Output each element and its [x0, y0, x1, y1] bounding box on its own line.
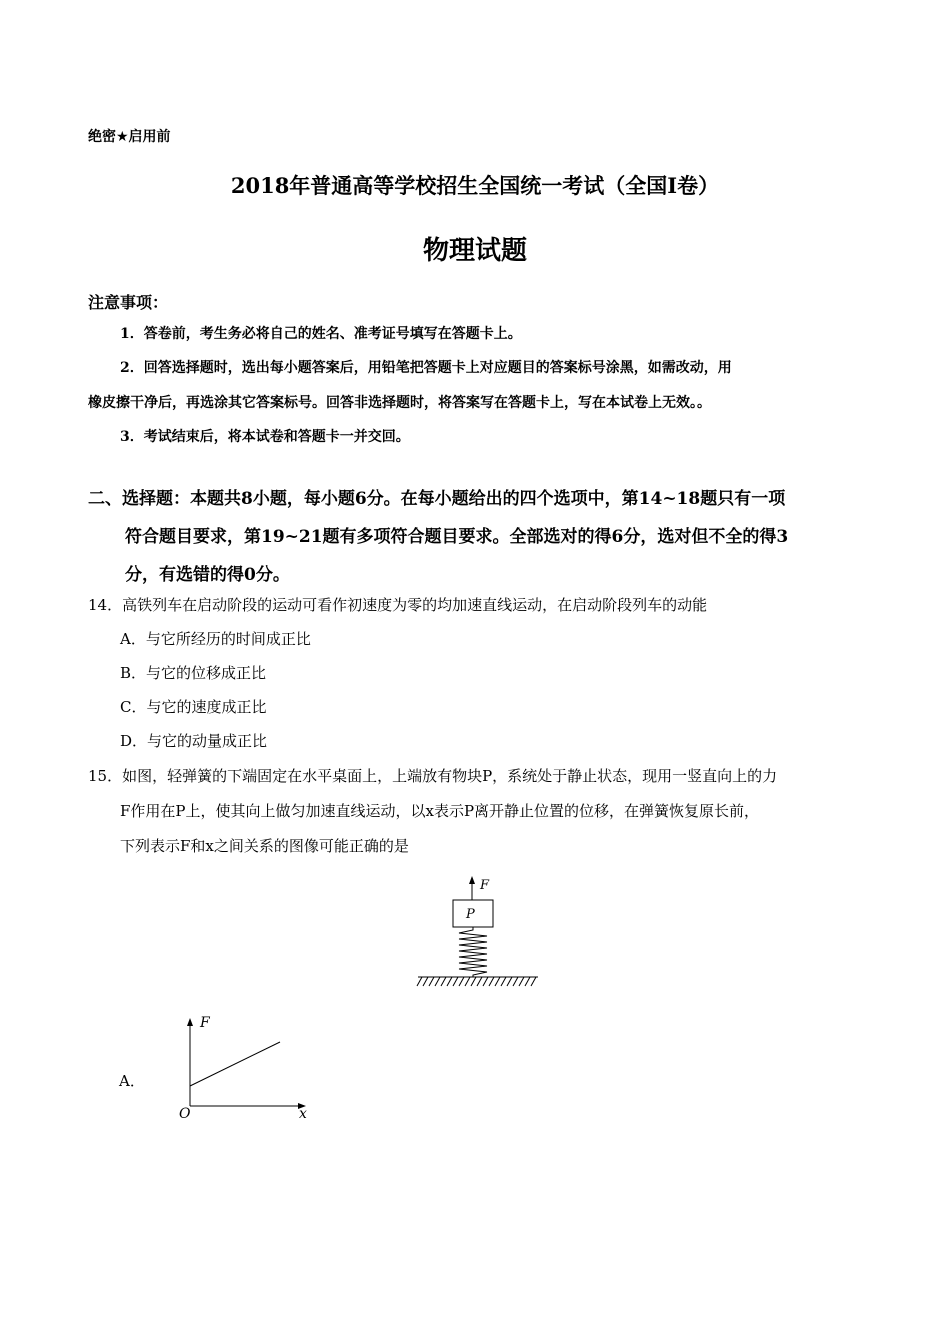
table-hatching [417, 977, 536, 986]
origin-label: O [179, 1106, 191, 1122]
notice-item-1: 1．答卷前，考生务必将自己的姓名、准考证号填写在答题卡上。 [120, 326, 522, 342]
force-arrow-head [469, 876, 475, 884]
section-intro-line-3: 分，有选错的得0分。 [125, 565, 290, 585]
question-14-option-c: C．与它的速度成正比 [120, 698, 267, 716]
confidential-label: 绝密★启用前 [88, 129, 171, 145]
notice-item-2-line-2: 橡皮擦干净后，再选涂其它答案标号。回答非选择题时，将答案写在答题卡上，写在本试卷上无效。。 [88, 395, 711, 411]
block-label: P [466, 907, 475, 922]
force-label: F [480, 878, 490, 893]
exam-title: 2018年普通高等学校招生全国统一考试（全国I卷） [230, 173, 720, 198]
subject-title: 物理试题 [422, 236, 527, 266]
question-14-stem: 14．高铁列车在启动阶段的运动可看作初速度为零的均加速直线运动，在启动阶段列车的动能 [88, 596, 708, 614]
y-axis-label: F [200, 1015, 210, 1031]
question-15-stem-line-3: 下列表示F和x之间关系的图像可能正确的是 [120, 837, 409, 855]
notice-item-3: 3．考试结束后，将本试卷和答题卡一并交回。 [120, 429, 410, 445]
f-x-line [190, 1042, 280, 1086]
question-15-option-a-label: A． [119, 1072, 145, 1090]
question-15-stem-line-1: 15．如图，轻弹簧的下端固定在水平桌面上，上端放有物块P，系统处于静止状态，现用一竖直向上的力 [88, 767, 778, 785]
notice-item-2-line-1: 2．回答选择题时，选出每小题答案后，用铅笔把答题卡上对应题目的答案标号涂黑，如需改动，用 [120, 360, 732, 376]
x-axis-label: x [299, 1106, 307, 1122]
question-14-option-a: A．与它所经历的时间成正比 [120, 630, 311, 648]
question-15-stem-line-2: F作用在P上，使其向上做匀加速直线运动，以x表示P离开静止位置的位移，在弹簧恢复原长前， [120, 802, 760, 820]
question-14-option-b: B．与它的位移成正比 [120, 664, 267, 682]
spring [459, 927, 487, 977]
y-axis-arrow [187, 1018, 193, 1026]
option-a-graph [172, 1010, 322, 1125]
section-intro-line-2: 符合题目要求，第19~21题有多项符合题目要求。全部选对的得6分，选对但不全的得3 [125, 527, 789, 547]
notice-heading: 注意事项： [88, 293, 169, 312]
spring-block-figure [410, 872, 550, 992]
question-14-option-d: D．与它的动量成正比 [120, 732, 268, 750]
section-intro-line-1: 二、选择题：本题共8小题，每小题6分。在每小题给出的四个选项中，第14~18题只有一项 [88, 489, 786, 509]
